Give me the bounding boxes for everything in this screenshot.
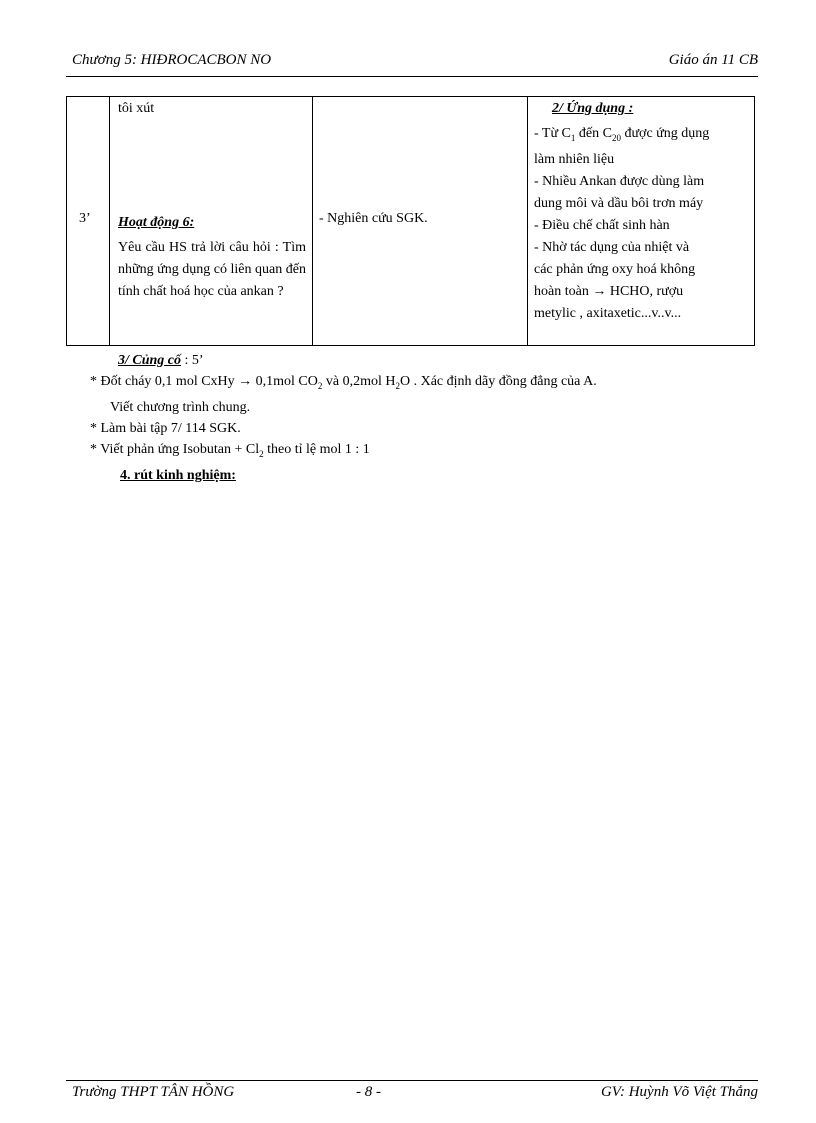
- page-number: - 8 -: [356, 1084, 381, 1100]
- content-line: - Nhiều Ankan được dùng làm: [534, 173, 705, 189]
- content-line: các phản ứng oxy hoá không: [534, 261, 696, 277]
- content-title: 2/ Ứng dụng :: [552, 101, 634, 116]
- time-value: 3’: [79, 211, 91, 226]
- header-rule: [66, 76, 758, 77]
- lesson-table: [66, 96, 755, 346]
- content-line: - Từ $C_1$ đến $C_{20}$ được ứng dụng: [534, 126, 710, 143]
- review-heading: 3/ Củng cố : 5’: [118, 353, 204, 368]
- teacher-question: Yêu cầu HS trả lời câu hỏi : Tìm những ứng dụng có liên quan đến tính chất hoá học của ankan ?: [118, 240, 306, 299]
- time-cell: [67, 97, 110, 346]
- review-item-3: * Viết phản ứng Isobutan + $Cl_2$ theo tỉ lệ mol 1 : 1: [90, 441, 370, 459]
- content-line: - Điều chế chất sinh hàn: [534, 217, 670, 233]
- content-line: làm nhiên liệu: [534, 151, 615, 167]
- teacher-top-text: tôi xút: [118, 101, 155, 116]
- teacher-activity-cell: [110, 97, 313, 346]
- experience-heading: 4. rút kinh nghiệm:: [120, 467, 236, 483]
- student-activity-text: - Nghiên cứu SGK.: [319, 211, 428, 226]
- right-arrow-icon: →: [592, 283, 607, 299]
- review-item-1: * Đốt cháy 0,1 mol CxHy → 0,1mol $CO_2$ và 0,2mol $H_2O$ . Xác định dãy đồng đẳng của A.: [90, 374, 597, 391]
- footer-school: Trường THPT TÂN HỒNG: [72, 1084, 235, 1100]
- footer-rule: [66, 1080, 758, 1081]
- footer-teacher: GV: Huỳnh Võ Việt Thắng: [600, 1084, 758, 1100]
- content-line: hoàn toàn → HCHO, rượu: [534, 283, 684, 299]
- header-lesson-plan: Giáo án 11 CB: [668, 52, 758, 68]
- page-footer: [72, 1084, 758, 1106]
- content-cell: [528, 97, 755, 346]
- header-chapter-title: Chương 5: HIĐROCACBON NO: [72, 52, 272, 68]
- page-header: [72, 52, 758, 74]
- content-line: - Nhờ tác dụng của nhiệt và: [534, 239, 690, 255]
- student-activity-cell: [313, 97, 528, 346]
- review-item-1-continued: Viết chương trình chung.: [110, 399, 251, 415]
- table-row: [67, 97, 755, 346]
- review-section: [90, 350, 597, 486]
- activity-heading: Hoạt động 6:: [118, 215, 195, 230]
- review-item-2: * Làm bài tập 7/ 114 SGK.: [90, 420, 241, 436]
- content-line: metylic , axitaxetic...v..v...: [534, 305, 682, 321]
- content-lines: [534, 123, 750, 325]
- content-line: dung môi và dầu bôi trơn máy: [534, 195, 704, 211]
